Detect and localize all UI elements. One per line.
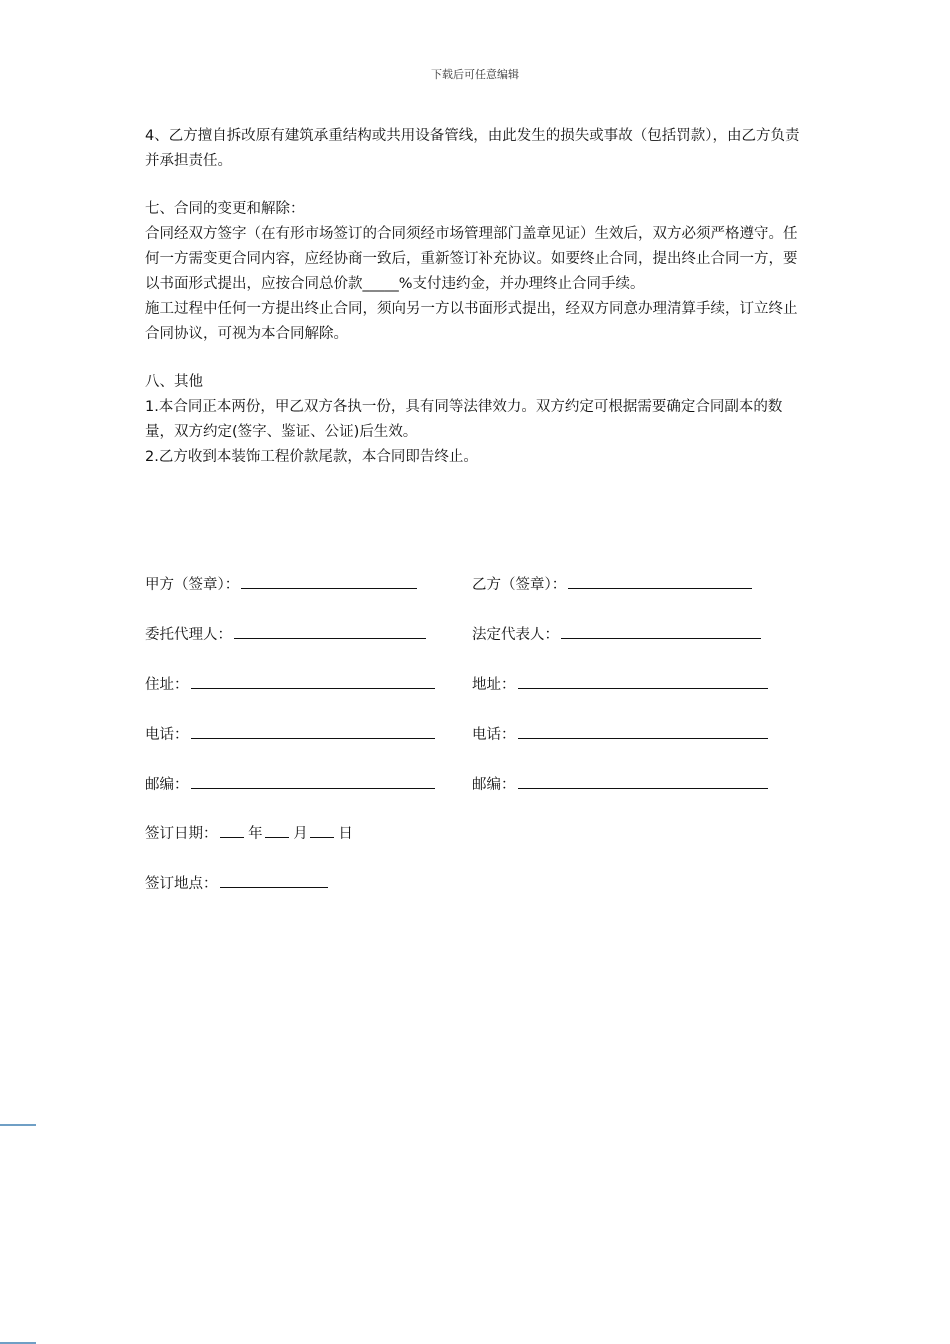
section-7-paragraph-1 bbox=[145, 222, 810, 297]
agent-row bbox=[145, 624, 426, 645]
section-8-title: 八、其他 bbox=[145, 374, 203, 390]
agent-label: 委托代理人： bbox=[145, 627, 232, 643]
day-label: 日 bbox=[338, 826, 353, 842]
address-b-label: 地址： bbox=[472, 677, 516, 693]
day-blank[interactable] bbox=[310, 823, 334, 838]
month-blank[interactable] bbox=[265, 823, 289, 838]
clause-4-paragraph: 4、乙方擅自拆改原有建筑承重结构或共用设备管线，由此发生的损失或事故（包括罚款），由乙方负责并承担责任。 bbox=[145, 128, 800, 169]
postcode-a-line[interactable] bbox=[191, 774, 435, 789]
agent-line[interactable] bbox=[234, 624, 426, 639]
section-7-text-b: %支付违约金，并办理终止合同手续。 bbox=[398, 276, 645, 292]
party-a-signature-row bbox=[145, 574, 417, 595]
sign-place-row bbox=[145, 873, 328, 894]
sign-place-label: 签订地点： bbox=[145, 876, 218, 892]
section-7-text-a: 合同经双方签字（在有形市场签订的合同须经市场管理部门盖章见证）生效后，双方必须严格遵守。任何一方需变更合同内容，应经协商一致后，重新签订补充协议。如要终止合同，提出终止合同一方，要以书面形式提出，应按合同总价款 bbox=[145, 226, 798, 292]
sign-place-line[interactable] bbox=[220, 873, 328, 888]
postcode-b-row bbox=[472, 774, 768, 795]
postcode-b-label: 邮编： bbox=[472, 777, 516, 793]
postcode-a-label: 邮编： bbox=[145, 777, 189, 793]
party-a-signature-line[interactable] bbox=[241, 574, 417, 589]
year-label: 年 bbox=[248, 826, 263, 842]
phone-b-label: 电话： bbox=[472, 727, 516, 743]
contract-body bbox=[145, 124, 810, 470]
section-8-paragraph-1: 1.本合同正本两份，甲乙双方各执一份，具有同等法律效力。双方约定可根据需要确定合同副本的数量，双方约定(签字、鉴证、公证)后生效。 bbox=[145, 399, 783, 440]
party-b-signature-line[interactable] bbox=[568, 574, 752, 589]
postcode-a-row bbox=[145, 774, 435, 795]
sign-date-row bbox=[145, 823, 353, 844]
address-a-label: 住址： bbox=[145, 677, 189, 693]
page-edge-mark bbox=[0, 1124, 36, 1126]
phone-a-label: 电话： bbox=[145, 727, 189, 743]
address-b-line[interactable] bbox=[518, 674, 768, 689]
party-a-label: 甲方（签章）： bbox=[145, 577, 240, 593]
legal-rep-label: 法定代表人： bbox=[472, 627, 559, 643]
section-7-paragraph-2: 施工过程中任何一方提出终止合同，须向另一方以书面形式提出，经双方同意办理清算手续，订立终止合同协议，可视为本合同解除。 bbox=[145, 301, 798, 342]
phone-a-row bbox=[145, 724, 435, 745]
postcode-b-line[interactable] bbox=[518, 774, 768, 789]
sign-date-label: 签订日期： bbox=[145, 826, 218, 842]
address-a-line[interactable] bbox=[191, 674, 435, 689]
section-8-paragraph-2: 2.乙方收到本装饰工程价款尾款，本合同即告终止。 bbox=[145, 449, 478, 465]
section-7-title: 七、合同的变更和解除： bbox=[145, 201, 305, 217]
address-a-row bbox=[145, 674, 435, 695]
month-label: 月 bbox=[293, 826, 308, 842]
year-blank[interactable] bbox=[220, 823, 244, 838]
paragraph-gap bbox=[145, 174, 810, 197]
address-b-row bbox=[472, 674, 768, 695]
party-b-label: 乙方（签章）： bbox=[472, 577, 567, 593]
penalty-percent-blank: _____ bbox=[362, 276, 399, 292]
phone-a-line[interactable] bbox=[191, 724, 435, 739]
phone-b-row bbox=[472, 724, 768, 745]
paragraph-gap bbox=[145, 347, 810, 370]
party-b-signature-row bbox=[472, 574, 752, 595]
page-header: 下载后可任意编辑 bbox=[431, 68, 519, 81]
phone-b-line[interactable] bbox=[518, 724, 768, 739]
legal-rep-row bbox=[472, 624, 761, 645]
legal-rep-line[interactable] bbox=[561, 624, 761, 639]
